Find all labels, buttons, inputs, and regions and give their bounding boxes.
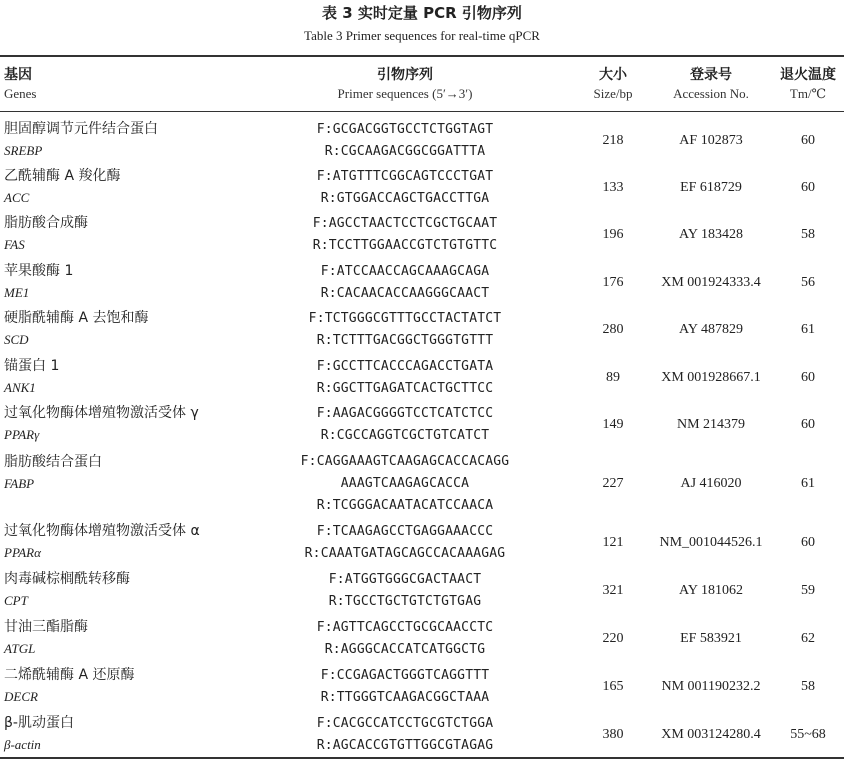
table-row	[0, 520, 844, 566]
gene-name-zh: β-肌动蛋白	[4, 715, 74, 731]
tm-cell: 60	[801, 370, 815, 385]
primer-cell	[240, 213, 570, 257]
gene-abbreviation: DECR	[4, 689, 38, 704]
gene-cell	[4, 451, 102, 495]
table-row	[0, 307, 844, 353]
bottom-rule	[0, 757, 844, 759]
table-row	[0, 165, 844, 211]
table-row	[0, 402, 844, 448]
gene-abbreviation: ATGL	[4, 641, 36, 656]
primer-forward: F:AGTTCAGCCTGCGCAACCTC	[316, 620, 494, 635]
primer-line-2: R:TCTTTGACGGCTGGGTGTTT	[316, 333, 494, 348]
primer-line-2: R:AGGGCACCATCATGGCTG	[324, 642, 486, 657]
size-cell: 121	[602, 535, 624, 550]
gene-cell	[4, 616, 88, 660]
header-tm	[776, 66, 840, 104]
gene-cell	[4, 355, 59, 399]
primer-forward: F:AAGACGGGGTCCTCATCTCC	[316, 406, 494, 421]
primer-cell	[240, 356, 570, 400]
primer-forward: F:TCTGGGCGTTTGCCTACTATCT	[308, 311, 502, 326]
table-row	[0, 260, 844, 306]
accession-cell: AY 181062	[679, 583, 743, 598]
gene-abbreviation: FAS	[4, 237, 25, 252]
size-cell: 218	[602, 133, 624, 148]
accession-cell: EF 618729	[680, 180, 742, 195]
tm-cell: 58	[801, 679, 815, 694]
table-row	[0, 118, 844, 164]
accession-cell: AY 487829	[679, 322, 743, 337]
tm-cell: 55~68	[790, 727, 826, 742]
accession-cell: XM 001924333.4	[661, 275, 761, 290]
primer-forward: F:CAGGAAAGTCAAGAGCACCACAGG	[300, 454, 510, 469]
gene-name-zh: 胆固醇调节元件结合蛋白	[4, 121, 158, 137]
table-row	[0, 568, 844, 614]
gene-abbreviation: ACC	[4, 190, 30, 205]
gene-cell	[4, 260, 73, 304]
primer-cell	[240, 665, 570, 709]
table-row	[0, 355, 844, 401]
tm-cell: 60	[801, 133, 815, 148]
primer-cell	[240, 521, 570, 565]
size-cell: 165	[602, 679, 624, 694]
header-tm-en: Tm/℃	[789, 86, 827, 101]
tm-cell: 62	[801, 631, 815, 646]
gene-abbreviation: PPARγ	[4, 427, 40, 442]
primer-line-2: AAAGTCAAGAGCACCA	[340, 476, 470, 491]
primer-line-2: R:GTGGACCAGCTGACCTTGA	[320, 191, 490, 206]
gene-name-zh: 乙酰辅酶 A 羧化酶	[4, 168, 121, 184]
primer-cell	[240, 569, 570, 613]
tm-cell: 60	[801, 417, 815, 432]
primer-cell	[240, 261, 570, 305]
accession-cell: NM 001190232.2	[661, 679, 761, 694]
gene-cell	[4, 165, 120, 209]
primer-cell	[240, 119, 570, 163]
gene-abbreviation: SCD	[4, 332, 29, 347]
size-cell: 280	[602, 322, 624, 337]
primer-line-2: R:AGCACCGTGTTGGCGTAGAG	[316, 738, 494, 753]
gene-name-zh: 苹果酸酶 1	[4, 263, 74, 279]
gene-name-zh: 肉毒碱棕榈酰转移酶	[4, 571, 130, 587]
gene-cell	[4, 664, 134, 708]
primer-line-2: R:GGCTTGAGATCACTGCTTCC	[316, 381, 494, 396]
tm-cell: 61	[801, 322, 815, 337]
header-accession	[646, 66, 776, 104]
gene-cell	[4, 307, 148, 351]
gene-name-zh: 过氧化物酶体增殖物激活受体 α	[4, 523, 200, 539]
header-size-en: Size/bp	[593, 86, 633, 101]
gene-cell	[4, 568, 130, 612]
primer-line-2: R:CGCAAGACGGCGGATTTA	[324, 144, 486, 159]
gene-cell	[4, 212, 88, 256]
gene-abbreviation: FABP	[4, 476, 35, 491]
gene-abbreviation: ME1	[4, 285, 30, 300]
header-primer-en: Primer sequences (5′→3′)	[337, 86, 473, 101]
accession-cell: XM 003124280.4	[661, 727, 761, 742]
table-row	[0, 664, 844, 710]
primer-forward: F:GCGACGGTGCCTCTGGTAGT	[316, 122, 494, 137]
size-cell: 321	[602, 583, 624, 598]
size-cell: 196	[602, 227, 624, 242]
primer-cell	[240, 166, 570, 210]
size-cell: 133	[602, 180, 624, 195]
size-cell: 380	[602, 727, 624, 742]
gene-name-zh: 过氧化物酶体增殖物激活受体 γ	[4, 405, 199, 421]
primer-cell	[240, 713, 570, 757]
top-rule	[0, 55, 844, 57]
primer-cell	[240, 451, 570, 517]
tm-cell: 59	[801, 583, 815, 598]
table-title-en: Table 3 Primer sequences for real-time qPCR	[304, 28, 540, 43]
gene-name-zh: 甘油三酯脂酶	[4, 619, 88, 635]
accession-cell: AY 183428	[679, 227, 743, 242]
primer-cell	[240, 403, 570, 447]
tm-cell: 60	[801, 535, 815, 550]
header-gene-zh: 基因	[4, 67, 32, 83]
gene-abbreviation: CPT	[4, 593, 28, 608]
gene-name-zh: 脂肪酸结合蛋白	[4, 454, 102, 470]
primer-forward: F:ATGGTGGGCGACTAACT	[328, 572, 482, 587]
table-row	[0, 212, 844, 258]
size-cell: 176	[602, 275, 624, 290]
header-primer	[240, 66, 570, 104]
gene-name-zh: 脂肪酸合成酶	[4, 215, 88, 231]
table-row	[0, 712, 844, 758]
primer-line-2: R:TTGGGTCAAGACGGCTAAA	[320, 690, 490, 705]
gene-cell	[4, 712, 74, 756]
header-tm-zh: 退火温度	[780, 67, 836, 83]
primer-forward: F:ATGTTTCGGCAGTCCCTGAT	[316, 169, 494, 184]
header-accession-en: Accession No.	[673, 86, 749, 101]
accession-cell: XM 001928667.1	[661, 370, 761, 385]
tm-cell: 58	[801, 227, 815, 242]
accession-cell: NM_001044526.1	[659, 535, 763, 550]
header-rule	[0, 111, 844, 112]
primer-line-2: R:CACAACACCAAGGGCAACT	[320, 286, 490, 301]
primer-forward: F:AGCCTAACTCCTCGCTGCAAT	[312, 216, 498, 231]
accession-cell: EF 583921	[680, 631, 742, 646]
gene-name-zh: 二烯酰辅酶 A 还原酶	[4, 667, 135, 683]
gene-name-zh: 硬脂酰辅酶 A 去饱和酶	[4, 310, 149, 326]
primer-reverse: R:TCGGGACAATACATCCAACA	[316, 498, 494, 513]
size-cell: 89	[606, 370, 620, 385]
accession-cell: AF 102873	[679, 133, 743, 148]
table-row	[0, 616, 844, 662]
primer-forward: F:CACGCCATCCTGCGTCTGGA	[316, 716, 494, 731]
primer-forward: F:TCAAGAGCCTGAGGAAACCC	[316, 524, 494, 539]
primer-forward: F:GCCTTCACCCAGACCTGATA	[316, 359, 494, 374]
gene-abbreviation: ANK1	[4, 380, 36, 395]
gene-name-zh: 锚蛋白 1	[4, 358, 60, 374]
primer-line-2: R:TGCCTGCTGTCTGTGAG	[328, 594, 482, 609]
gene-abbreviation: β-actin	[4, 737, 41, 752]
primer-line-2: R:CGCCAGGTCGCTGTCATCT	[320, 428, 490, 443]
tm-cell: 60	[801, 180, 815, 195]
gene-abbreviation: SREBP	[4, 143, 43, 158]
gene-cell	[4, 402, 199, 446]
gene-abbreviation: PPARα	[4, 545, 41, 560]
primer-line-2: R:TCCTTGGAACCGTCTGTGTTC	[312, 238, 498, 253]
size-cell: 227	[602, 476, 624, 491]
primer-forward: F:ATCCAACCAGCAAAGCAGA	[320, 264, 490, 279]
gene-cell	[4, 520, 200, 564]
header-size	[585, 66, 641, 104]
accession-cell: NM 214379	[676, 417, 746, 432]
header-gene	[4, 66, 37, 104]
primer-line-2: R:CAAATGATAGCAGCCACAAAGAG	[304, 546, 506, 561]
header-size-zh: 大小	[599, 67, 627, 83]
header-primer-zh: 引物序列	[377, 67, 433, 83]
table-title-zh: 表 3 实时定量 PCR 引物序列	[322, 4, 522, 22]
tm-cell: 61	[801, 476, 815, 491]
primer-forward: F:CCGAGACTGGGTCAGGTTT	[320, 668, 490, 683]
tm-cell: 56	[801, 275, 815, 290]
gene-cell	[4, 118, 158, 162]
header-gene-en: Genes	[4, 86, 37, 101]
table-row	[0, 451, 844, 517]
primer-cell	[240, 308, 570, 352]
accession-cell: AJ 416020	[680, 476, 742, 491]
primer-cell	[240, 617, 570, 661]
size-cell: 220	[602, 631, 624, 646]
header-accession-zh: 登录号	[690, 67, 732, 83]
size-cell: 149	[602, 417, 624, 432]
